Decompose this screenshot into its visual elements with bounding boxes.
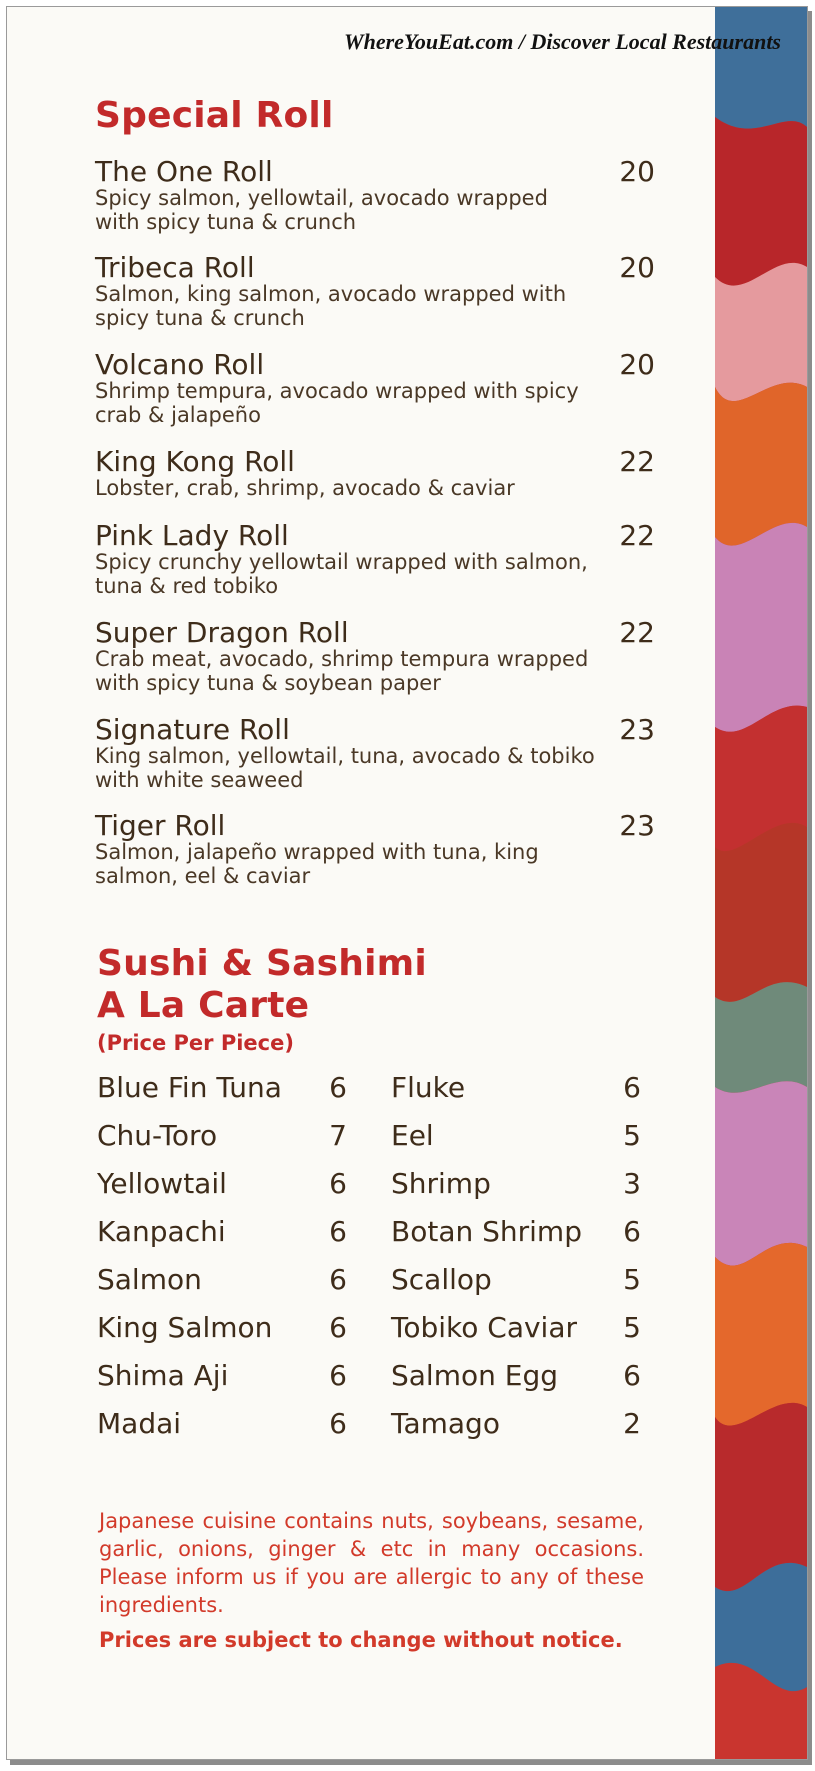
item-name: Scallop xyxy=(391,1263,492,1296)
list-item xyxy=(391,1215,641,1263)
list-item xyxy=(97,1119,347,1167)
item-description: Shrimp tempura, avocado wrapped with spicy crab & jalapeño xyxy=(95,379,579,427)
item-price: 3 xyxy=(623,1167,641,1200)
item-price: 6 xyxy=(623,1215,641,1248)
item-name: Super Dragon Roll xyxy=(95,616,349,649)
site-banner: WhereYouEat.com / Discover Local Restaurants xyxy=(344,29,781,54)
item-price: 23 xyxy=(619,713,655,746)
item-price: 7 xyxy=(329,1119,347,1152)
item-name: Tribeca Roll xyxy=(95,251,255,284)
list-item xyxy=(391,1311,641,1359)
decorative-paper-border xyxy=(715,7,807,1759)
menu-item xyxy=(95,811,655,888)
item-name: Chu-Toro xyxy=(97,1119,218,1152)
list-item xyxy=(97,1407,347,1455)
list-item xyxy=(391,1071,641,1119)
item-name: Blue Fin Tuna xyxy=(97,1071,282,1104)
item-name: Tamago xyxy=(391,1407,500,1440)
list-item xyxy=(391,1263,641,1311)
item-price: 20 xyxy=(619,251,655,284)
item-name: Pink Lady Roll xyxy=(95,519,289,552)
item-name: The One Roll xyxy=(95,155,273,188)
sushi-subtitle: (Price Per Piece) xyxy=(97,1031,294,1055)
item-name: Kanpachi xyxy=(97,1215,226,1248)
item-name: Madai xyxy=(97,1407,182,1440)
allergy-note: Japanese cuisine contains nuts, soybeans, sesame, garlic, onions, ginger & etc in many occasions. Please inform us if you are allergic to any of these ingredients. xyxy=(99,1509,644,1617)
item-description: Spicy crunchy yellowtail wrapped with salmon, tuna & red tobiko xyxy=(95,550,588,598)
item-price: 6 xyxy=(329,1263,347,1296)
item-price: 22 xyxy=(619,616,655,649)
item-price: 6 xyxy=(329,1167,347,1200)
item-name: Yellowtail xyxy=(97,1167,227,1200)
menu-page xyxy=(6,6,808,1760)
list-item xyxy=(391,1359,641,1407)
menu-item xyxy=(95,447,655,500)
list-item xyxy=(391,1407,641,1455)
item-name: Tobiko Caviar xyxy=(391,1311,578,1344)
item-name: Tiger Roll xyxy=(95,809,226,842)
sushi-list-right xyxy=(391,1071,641,1455)
item-name: King Kong Roll xyxy=(95,445,295,478)
menu-item xyxy=(95,521,655,598)
list-item xyxy=(97,1215,347,1263)
item-price: 6 xyxy=(623,1071,641,1104)
item-price: 23 xyxy=(619,809,655,842)
decorative-pattern-image xyxy=(715,7,807,1759)
sushi-section-header xyxy=(97,943,427,1055)
price-change-note: Prices are subject to change without notice. xyxy=(99,1628,623,1652)
item-price: 5 xyxy=(623,1263,641,1296)
item-name: Signature Roll xyxy=(95,713,290,746)
item-name: Salmon Egg xyxy=(391,1359,559,1392)
item-name: Volcano Roll xyxy=(95,348,265,381)
item-name: Shima Aji xyxy=(97,1359,229,1392)
item-price: 6 xyxy=(329,1215,347,1248)
sushi-list-left xyxy=(97,1071,347,1455)
item-name: King Salmon xyxy=(97,1311,273,1344)
menu-item xyxy=(95,253,655,330)
list-item xyxy=(97,1167,347,1215)
list-item xyxy=(97,1311,347,1359)
item-description: Salmon, king salmon, avocado wrapped with spicy tuna & crunch xyxy=(95,282,567,330)
special-roll-title: Special Roll xyxy=(95,95,334,136)
item-name: Botan Shrimp xyxy=(391,1215,582,1248)
item-price: 6 xyxy=(329,1071,347,1104)
item-description: Lobster, crab, shrimp, avocado & caviar xyxy=(95,476,515,500)
item-name: Fluke xyxy=(391,1071,466,1104)
item-price: 6 xyxy=(329,1407,347,1440)
item-name: Eel xyxy=(391,1119,434,1152)
item-price: 2 xyxy=(623,1407,641,1440)
item-price: 6 xyxy=(623,1359,641,1392)
menu-item xyxy=(95,350,655,427)
list-item xyxy=(97,1263,347,1311)
item-price: 22 xyxy=(619,445,655,478)
item-description: Salmon, jalapeño wrapped with tuna, king salmon, eel & caviar xyxy=(95,840,539,888)
list-item xyxy=(97,1359,347,1407)
item-name: Salmon xyxy=(97,1263,202,1296)
menu-item xyxy=(95,715,655,792)
item-name: Shrimp xyxy=(391,1167,491,1200)
item-price: 22 xyxy=(619,519,655,552)
menu-item xyxy=(95,157,655,234)
sushi-title-line2: A La Carte xyxy=(97,985,310,1026)
list-item xyxy=(97,1071,347,1119)
sushi-title-line1: Sushi & Sashimi xyxy=(97,943,427,984)
item-price: 6 xyxy=(329,1311,347,1344)
list-item xyxy=(391,1167,641,1215)
item-price: 5 xyxy=(623,1311,641,1344)
item-price: 5 xyxy=(623,1119,641,1152)
item-price: 20 xyxy=(619,348,655,381)
item-description: Spicy salmon, yellowtail, avocado wrapped with spicy tuna & crunch xyxy=(95,186,548,234)
item-description: King salmon, yellowtail, tuna, avocado & tobiko with white seaweed xyxy=(95,744,595,792)
item-price: 6 xyxy=(329,1359,347,1392)
item-description: Crab meat, avocado, shrimp tempura wrapped with spicy tuna & soybean paper xyxy=(95,647,589,695)
menu-item xyxy=(95,618,655,695)
list-item xyxy=(391,1119,641,1167)
item-price: 20 xyxy=(619,155,655,188)
